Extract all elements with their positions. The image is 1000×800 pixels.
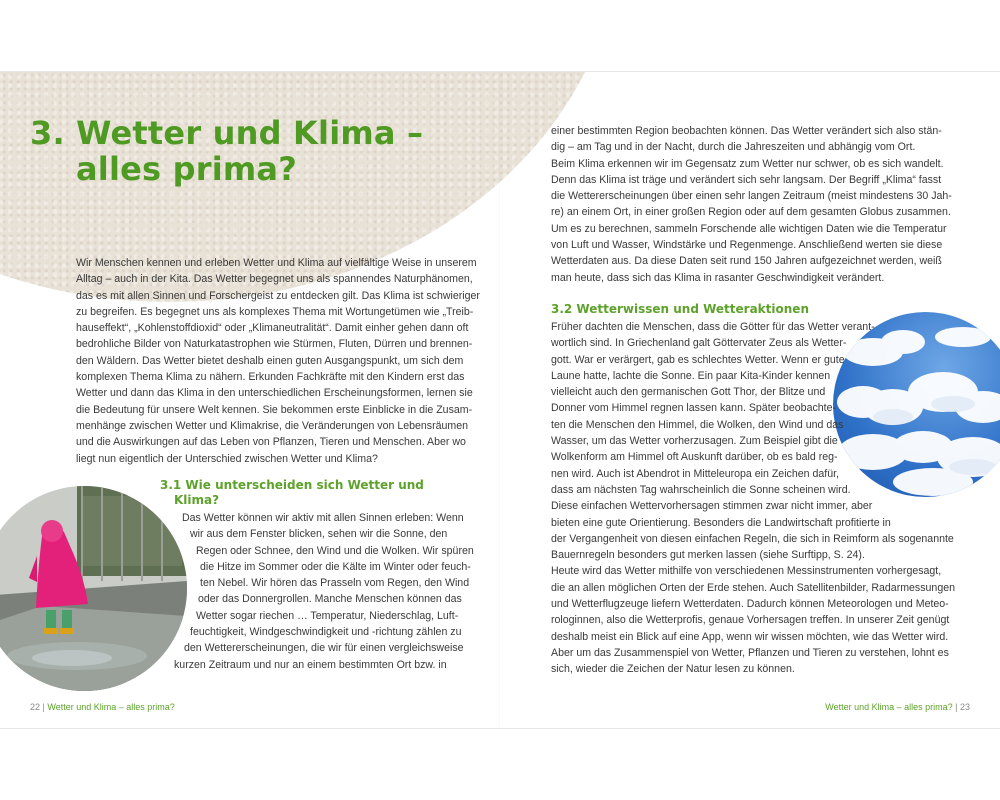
text-line: komplexen Thema Klima zu nähern. Erkunden Fachkräfte mit den Kindern erst das bbox=[76, 371, 465, 384]
text-line: Regen oder Schnee, den Wind und die Wolken. Wir spüren bbox=[196, 544, 474, 557]
text-line: rologinnen, also die Wetterprofis, genaue Vorhersagen treffen. In unserer Zeit genügt bbox=[551, 614, 950, 627]
text-line: gott. War er verärgert, gab es schlechtes Wetter. Wenn er gute bbox=[551, 353, 845, 366]
text-line: sich, wieder die Zeichen der Natur lesen zu können. bbox=[551, 663, 795, 676]
text-line: Wetter und dann das Klima in den unterschiedlichen Erscheinungsformen, lernen sie bbox=[76, 387, 473, 400]
text-line: feuchtigkeit, Windgeschwindigkeit und -richtung zählen zu bbox=[190, 626, 462, 639]
text-line: Wasser, um das Wetter vorherzusagen. Zum Beispiel gibt die bbox=[551, 435, 838, 448]
text-line: dig – am Tag und in der Nacht, durch die Jahreszeiten und abhängig vom Ort. bbox=[551, 141, 916, 154]
text-line: hauseffekt“, „Kohlenstoffdioxid“ oder „Klimaneutralität“. Damit einher gehen dann oft bbox=[76, 322, 469, 335]
text-line: Bauernregeln besonders gut merken lassen (siehe Surftipp, S. 24). bbox=[551, 549, 865, 562]
footer-left bbox=[30, 702, 175, 712]
rain-child-illustration bbox=[0, 486, 187, 691]
text-line: re) an einem Ort, in einer großen Region oder auf dem gesamten Globus zusammen. bbox=[551, 206, 951, 219]
text-line: die Hitze im Sommer oder die Kälte im Winter oder feuch- bbox=[200, 560, 471, 573]
rain-child-photo bbox=[0, 486, 187, 691]
text-line: wir aus dem Fenster blicken, sehen wir die Sonne, den bbox=[190, 528, 448, 541]
text-line: Laune hatte, lachte die Sonne. Ein paar Kita-Kinder kennen bbox=[551, 369, 831, 382]
text-line: Alltag – auch in der Kita. Das Wetter begegnet uns als spannendes Naturphänomen, bbox=[76, 273, 473, 286]
text-line: Aber um das Zusammenspiel von Wetter, Pflanzen und Tieren zu verstehen, lohnt es bbox=[551, 646, 949, 659]
section-3-1 bbox=[160, 478, 474, 673]
chapter-title bbox=[30, 115, 470, 187]
text-line: den Wettererscheinungen, die wir für einen vergleichsweise bbox=[184, 642, 464, 655]
page-gutter bbox=[499, 72, 500, 728]
text-line: von Luft und Wasser, Windstärke und Regenmenge. Anschließend werten sie diese bbox=[551, 239, 943, 252]
section-3-2-heading: 3.2 Wetterwissen und Wetteraktionen bbox=[551, 302, 809, 316]
text-line: wortlich sind. In Griechenland galt Göttervater Zeus als Wetter- bbox=[551, 337, 847, 350]
text-line: oder das Donnergrollen. Manche Menschen können das bbox=[198, 593, 462, 606]
text-line: kurzen Zeitraum und nur an einem bestimmten Ort bzw. in bbox=[174, 658, 447, 671]
text-line: dass am nächsten Tag wahrscheinlich die Sonne scheinen wird. bbox=[551, 483, 851, 496]
text-line: Wetterdaten aus. Da diese Daten seit rund 150 Jahren aufgezeichnet werden, weiß bbox=[551, 255, 942, 268]
footer-running-title: Wetter und Klima – alles prima? bbox=[825, 702, 953, 712]
text-line: vielleicht auch den germanischen Gott Thor, der Blitze und bbox=[551, 386, 826, 399]
chapter-title-line2: alles prima? bbox=[76, 150, 297, 188]
section-3-2-text bbox=[551, 319, 955, 678]
section-3-2 bbox=[551, 302, 955, 678]
text-line: die an allen möglichen Orten der Erde stehen. Auch Satellitenbilder, Radarmessungen bbox=[551, 581, 955, 594]
footer-separator: | bbox=[952, 702, 960, 712]
text-line: ten Nebel. Wir hören das Prasseln vom Regen, den Wind bbox=[200, 577, 470, 590]
text-line: Um es zu berechnen, sammeln Forschende alle wichtigen Daten wie die Temperatur bbox=[551, 222, 947, 235]
text-line: und die Auswirkungen auf das Leben von Pflanzen, Tieren und Menschen. Aber wo bbox=[76, 436, 466, 449]
page-number-right: 23 bbox=[959, 702, 970, 712]
section-3-1-heading bbox=[160, 478, 460, 508]
footer-right bbox=[825, 702, 970, 712]
text-line: Wir Menschen kennen und erleben Wetter und Klima auf vielfältige Weise in unserem bbox=[76, 257, 477, 269]
right-column-top-text bbox=[551, 123, 952, 286]
text-line: bedrohliche Bilder von Naturkatastrophen wie Stürmen, Fluten, Dürren und brennen- bbox=[76, 338, 473, 351]
page-number-left: 22 bbox=[30, 702, 41, 712]
text-line: Wolkenform am Himmel oft Auskunft darüber, ob es bald reg- bbox=[551, 451, 838, 464]
text-line: Heute wird das Wetter mithilfe von verschiedenen Messinstrumenten vorhergesagt, bbox=[551, 565, 942, 578]
text-line: Donner vom Himmel regnen lassen kann. Später beobachte- bbox=[551, 402, 837, 415]
text-line: man heute, dass sich das Klima in rasanter Geschwindigkeit verändert. bbox=[551, 271, 885, 284]
footer-separator: | bbox=[40, 702, 48, 712]
text-line: die Wettererscheinungen über einen sehr langen Zeitraum (meist mindestens 30 Jah- bbox=[551, 190, 952, 203]
book-spread bbox=[0, 71, 1000, 729]
text-line: zu begreifen. Es begegnet uns als komplexes Thema mit Wortungetümen wie „Treib- bbox=[76, 305, 474, 318]
text-line: das es mit allen Sinnen und Forschergeist zu entdecken gilt. Das Klima ist schwieriger bbox=[76, 289, 480, 302]
chapter-title-line1: 3. Wetter und Klima – bbox=[30, 114, 424, 152]
text-line: menhänge zwischen Wetter und Klimakrise, die Veränderungen von Lebensräumen bbox=[76, 419, 469, 432]
text-line: Diese einfachen Wettervorhersagen stimmen zwar nicht immer, aber bbox=[551, 500, 873, 513]
text-line: ten die Menschen den Himmel, die Wolken, den Wind und das bbox=[551, 418, 844, 431]
section-3-1-text bbox=[160, 510, 474, 673]
text-line: der Vergangenheit von diesen einfachen Regeln, die sich in Reimform als sogenannte bbox=[551, 532, 954, 545]
text-line: bieten eine gute Orientierung. Besonders die Landwirtschaft profitierte in bbox=[551, 516, 891, 529]
text-line: Beim Klima erkennen wir im Gegensatz zum Wetter nur schwer, ob es sich wandelt. bbox=[551, 157, 944, 170]
text-line: die Bedeutung für unsere Welt kennen. Sie bekommen erste Einblicke in die Zusam- bbox=[76, 403, 473, 416]
text-line: Früher dachten die Menschen, dass die Götter für das Wetter verant- bbox=[551, 321, 875, 333]
text-line: deshalb meist ein Blick auf eine App, wenn wir wissen möchten, wie das Wetter wird. bbox=[551, 630, 949, 643]
footer-running-title: Wetter und Klima – alles prima? bbox=[47, 702, 175, 712]
text-line: nen wird. Auch ist Abendrot in Mitteleuropa ein Zeichen dafür, bbox=[551, 467, 839, 480]
text-line: einer bestimmten Region beobachten können. Das Wetter verändert sich also stän- bbox=[551, 125, 942, 137]
text-line: Denn das Klima ist träge und verändert sich sehr langsam. Der Begriff „Klima“ fasst bbox=[551, 173, 942, 186]
text-line: Wetter sogar riechen … Temperatur, Niederschlag, Luft- bbox=[196, 609, 459, 622]
text-line: Das Wetter können wir aktiv mit allen Sinnen erleben: Wenn bbox=[182, 512, 464, 524]
section-3-1-heading-line2: Klima? bbox=[174, 493, 220, 507]
text-line: liegt nun eigentlich der Unterschied zwischen Wetter und Klima? bbox=[76, 452, 378, 465]
intro-paragraph bbox=[76, 255, 480, 467]
text-line: und Wetterflugzeuge liefern Wetterdaten. Dadurch können Meteorologen und Meteo- bbox=[551, 598, 949, 611]
text-line: den Wäldern. Das Wetter bietet deshalb einen guten Ausgangspunkt, um sich dem bbox=[76, 354, 464, 367]
section-3-1-heading-line1: 3.1 Wie unterscheiden sich Wetter und bbox=[160, 478, 424, 492]
